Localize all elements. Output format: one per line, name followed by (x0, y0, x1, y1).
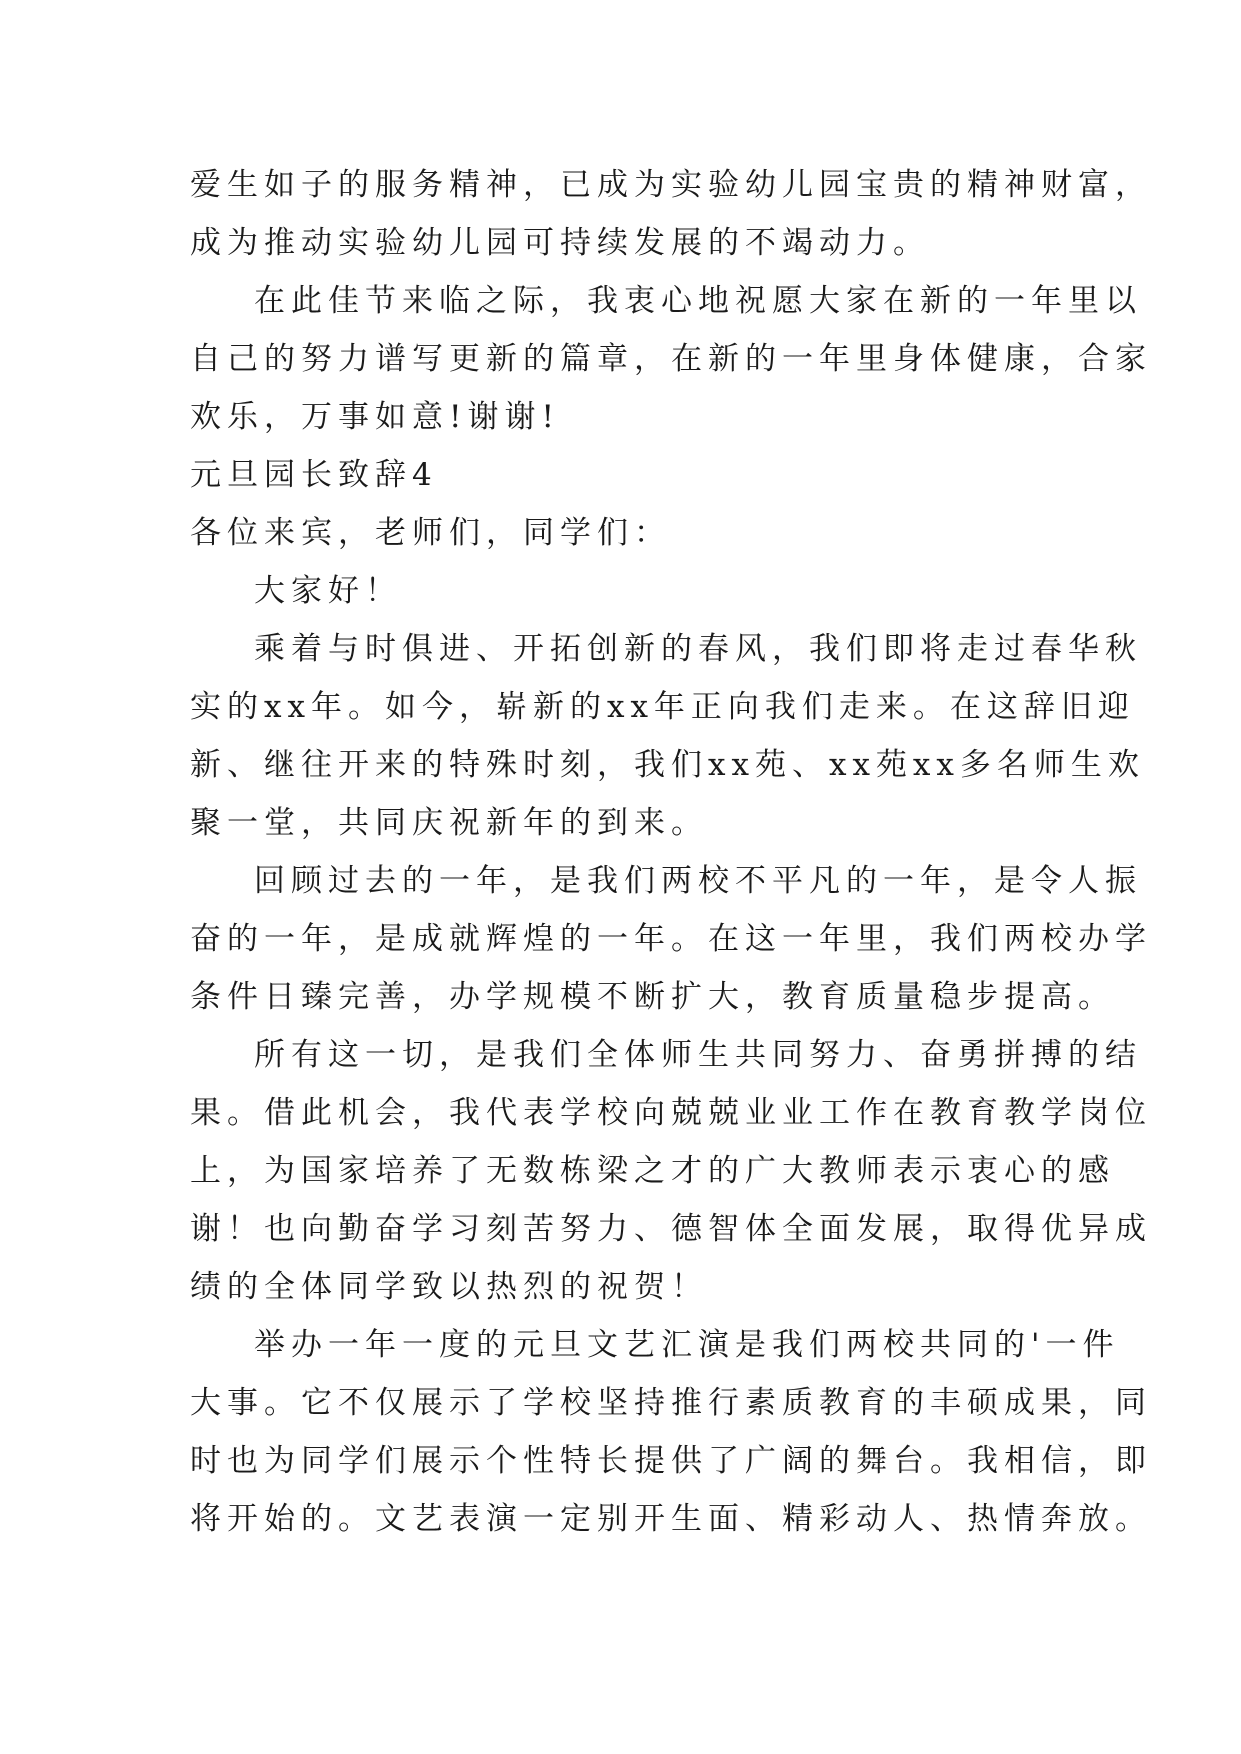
text-line: 奋的一年，是成就辉煌的一年。在这一年里，我们两校办学 (190, 921, 1152, 957)
text-line: 所有这一切，是我们全体师生共同努力、奋勇拼搏的结 (254, 1037, 1142, 1073)
text-line: 在此佳节来临之际，我衷心地祝愿大家在新的一年里以 (254, 283, 1142, 319)
text-line: 举办一年一度的元旦文艺汇演是我们两校共同的'一件 (254, 1327, 1120, 1363)
document-body (190, 156, 1152, 1548)
text-line: 自己的努力谱写更新的篇章，在新的一年里身体健康，合家 (190, 341, 1152, 377)
text-line: 大事。它不仅展示了学校坚持推行素质教育的丰硕成果，同 (190, 1385, 1152, 1421)
text-line: 欢乐，万事如意!谢谢! (190, 399, 560, 435)
text-line: 爱生如子的服务精神，已成为实验幼儿园宝贵的精神财富， (190, 167, 1152, 203)
text-line: 上，为国家培养了无数栋梁之才的广大教师表示衷心的感 (190, 1153, 1115, 1189)
greeting: 大家好！ (254, 573, 402, 609)
salutation: 各位来宾，老师们，同学们： (190, 515, 671, 551)
text-line: 将开始的。文艺表演一定别开生面、精彩动人、热情奔放。 (190, 1501, 1152, 1537)
text-line: 谢！也向勤奋学习刻苦努力、德智体全面发展，取得优异成 (190, 1211, 1152, 1247)
text-line: 时也为同学们展示个性特长提供了广阔的舞台。我相信，即 (190, 1443, 1152, 1479)
text-line: 成为推动实验幼儿园可持续发展的不竭动力。 (190, 225, 930, 261)
text-line: 绩的全体同学致以热烈的祝贺！ (190, 1269, 708, 1305)
text-line: 新、继往开来的特殊时刻，我们xx苑、xx苑xx多名师生欢 (190, 747, 1145, 783)
text-line: 实的xx年。如今，崭新的xx年正向我们走来。在这辞旧迎 (190, 689, 1135, 725)
text-line: 回顾过去的一年，是我们两校不平凡的一年，是令人振 (254, 863, 1142, 899)
text-line: 聚一堂，共同庆祝新年的到来。 (190, 805, 708, 841)
text-line: 乘着与时俱进、开拓创新的春风，我们即将走过春华秋 (254, 631, 1142, 667)
text-line: 条件日臻完善，办学规模不断扩大，教育质量稳步提高。 (190, 979, 1115, 1015)
text-line: 果。借此机会，我代表学校向兢兢业业工作在教育教学岗位 (190, 1095, 1152, 1131)
section-heading: 元旦园长致辞4 (190, 457, 438, 493)
